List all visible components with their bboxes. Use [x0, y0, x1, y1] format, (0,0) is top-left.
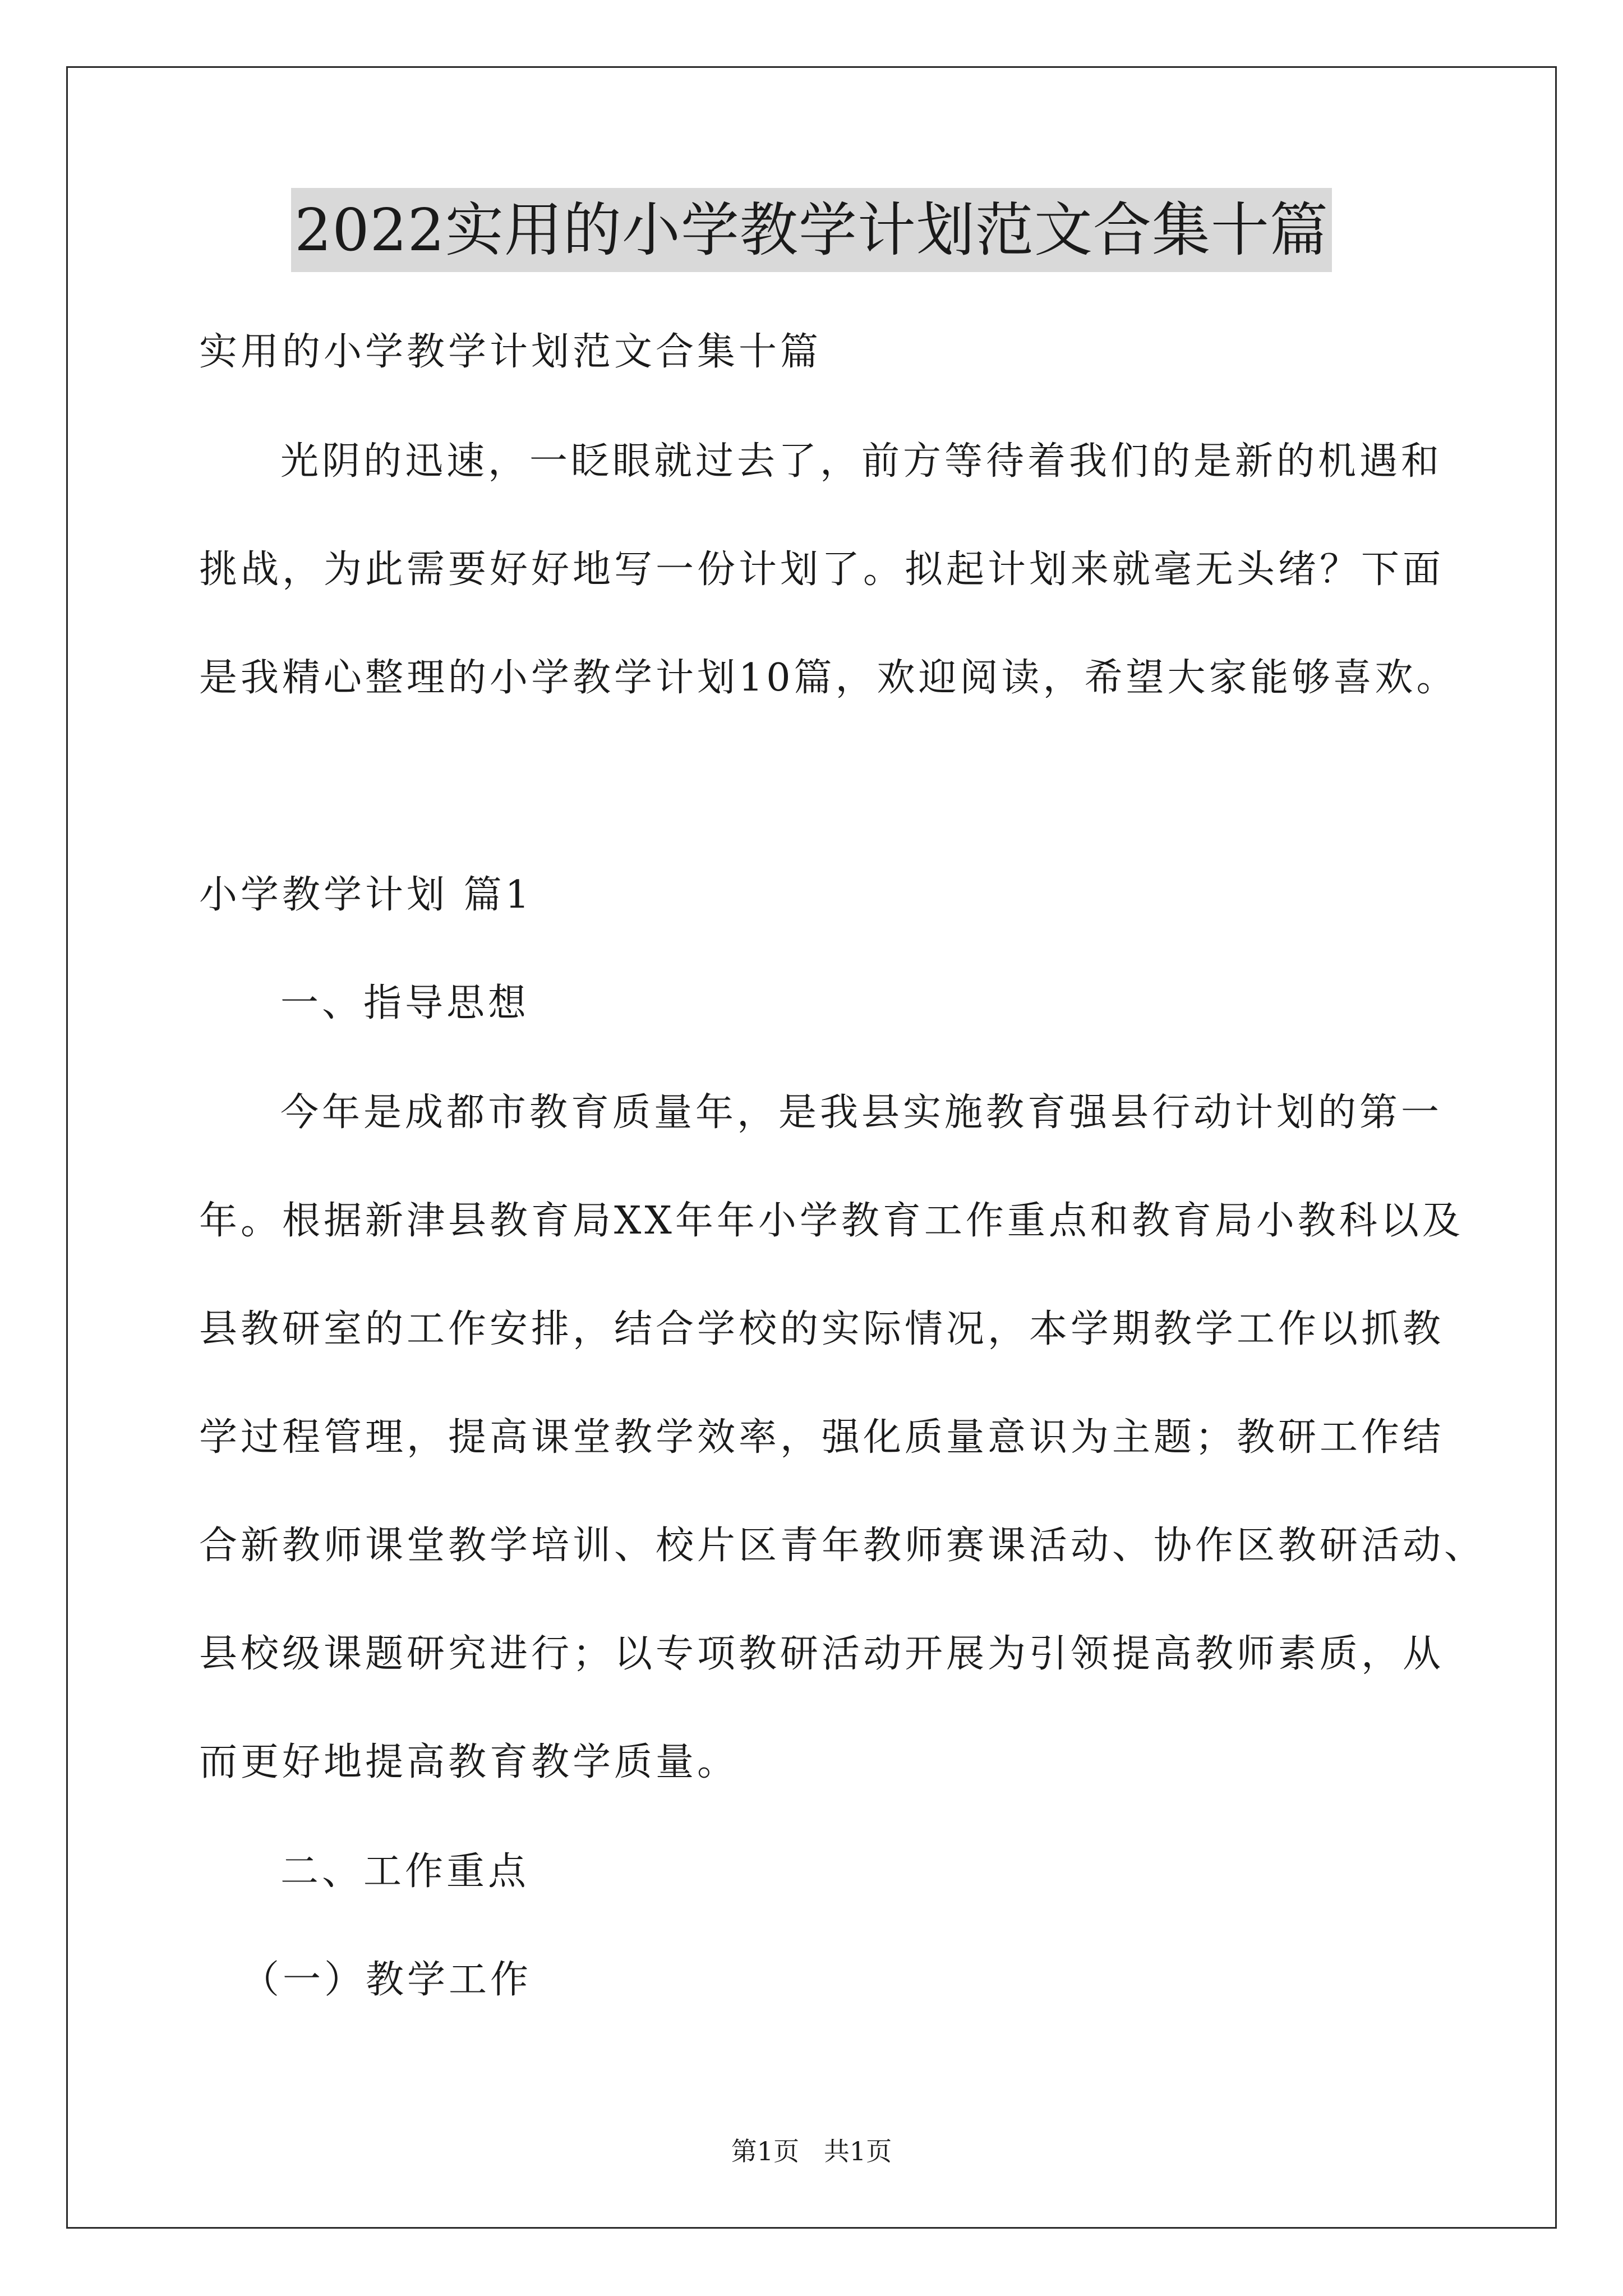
paragraph-line: 而更好地提高教育教学质量。	[199, 1740, 739, 1784]
page-border	[66, 66, 1557, 2229]
paragraph-line: 年。根据新津县教育局XX年年小学教育工作重点和教育局小教科以及	[199, 1199, 1464, 1243]
heading-guiding-ideology: 一、指导思想	[280, 981, 530, 1025]
paragraph-line: 县校级课题研究进行；以专项教研活动开展为引领提高教师素质，从	[199, 1632, 1445, 1676]
heading-work-focus: 二、工作重点	[280, 1849, 530, 1894]
paragraph-line: 县教研室的工作安排，结合学校的实际情况，本学期教学工作以抓教	[199, 1307, 1445, 1351]
intro-line: 光阴的迅速，一眨眼就过去了，前方等待着我们的是新的机遇和	[280, 439, 1443, 484]
paragraph-line: 学过程管理，提高课堂教学效率，强化质量意识为主题；教研工作结	[199, 1415, 1445, 1460]
paragraph-line: 合新教师课堂教学培训、校片区青年教师赛课活动、协作区教研活动、	[199, 1524, 1486, 1568]
heading-teaching-work: （一）教学工作	[241, 1958, 532, 2002]
intro-line: 是我精心整理的小学教学计划10篇，欢迎阅读，希望大家能够喜欢。	[199, 656, 1458, 700]
page-footer: 第1页 共1页	[731, 2136, 892, 2166]
document-title: 2022实用的小学教学计划范文合集十篇	[291, 188, 1332, 272]
document-subtitle: 实用的小学教学计划范文合集十篇	[199, 330, 822, 374]
intro-line: 挑战，为此需要好好地写一份计划了。拟起计划来就毫无头绪？下面	[199, 547, 1445, 592]
paragraph-line: 今年是成都市教育质量年，是我县实施教育强县行动计划的第一	[280, 1091, 1443, 1135]
section-heading: 小学教学计划 篇1	[199, 873, 533, 917]
title-container	[0, 188, 1623, 272]
